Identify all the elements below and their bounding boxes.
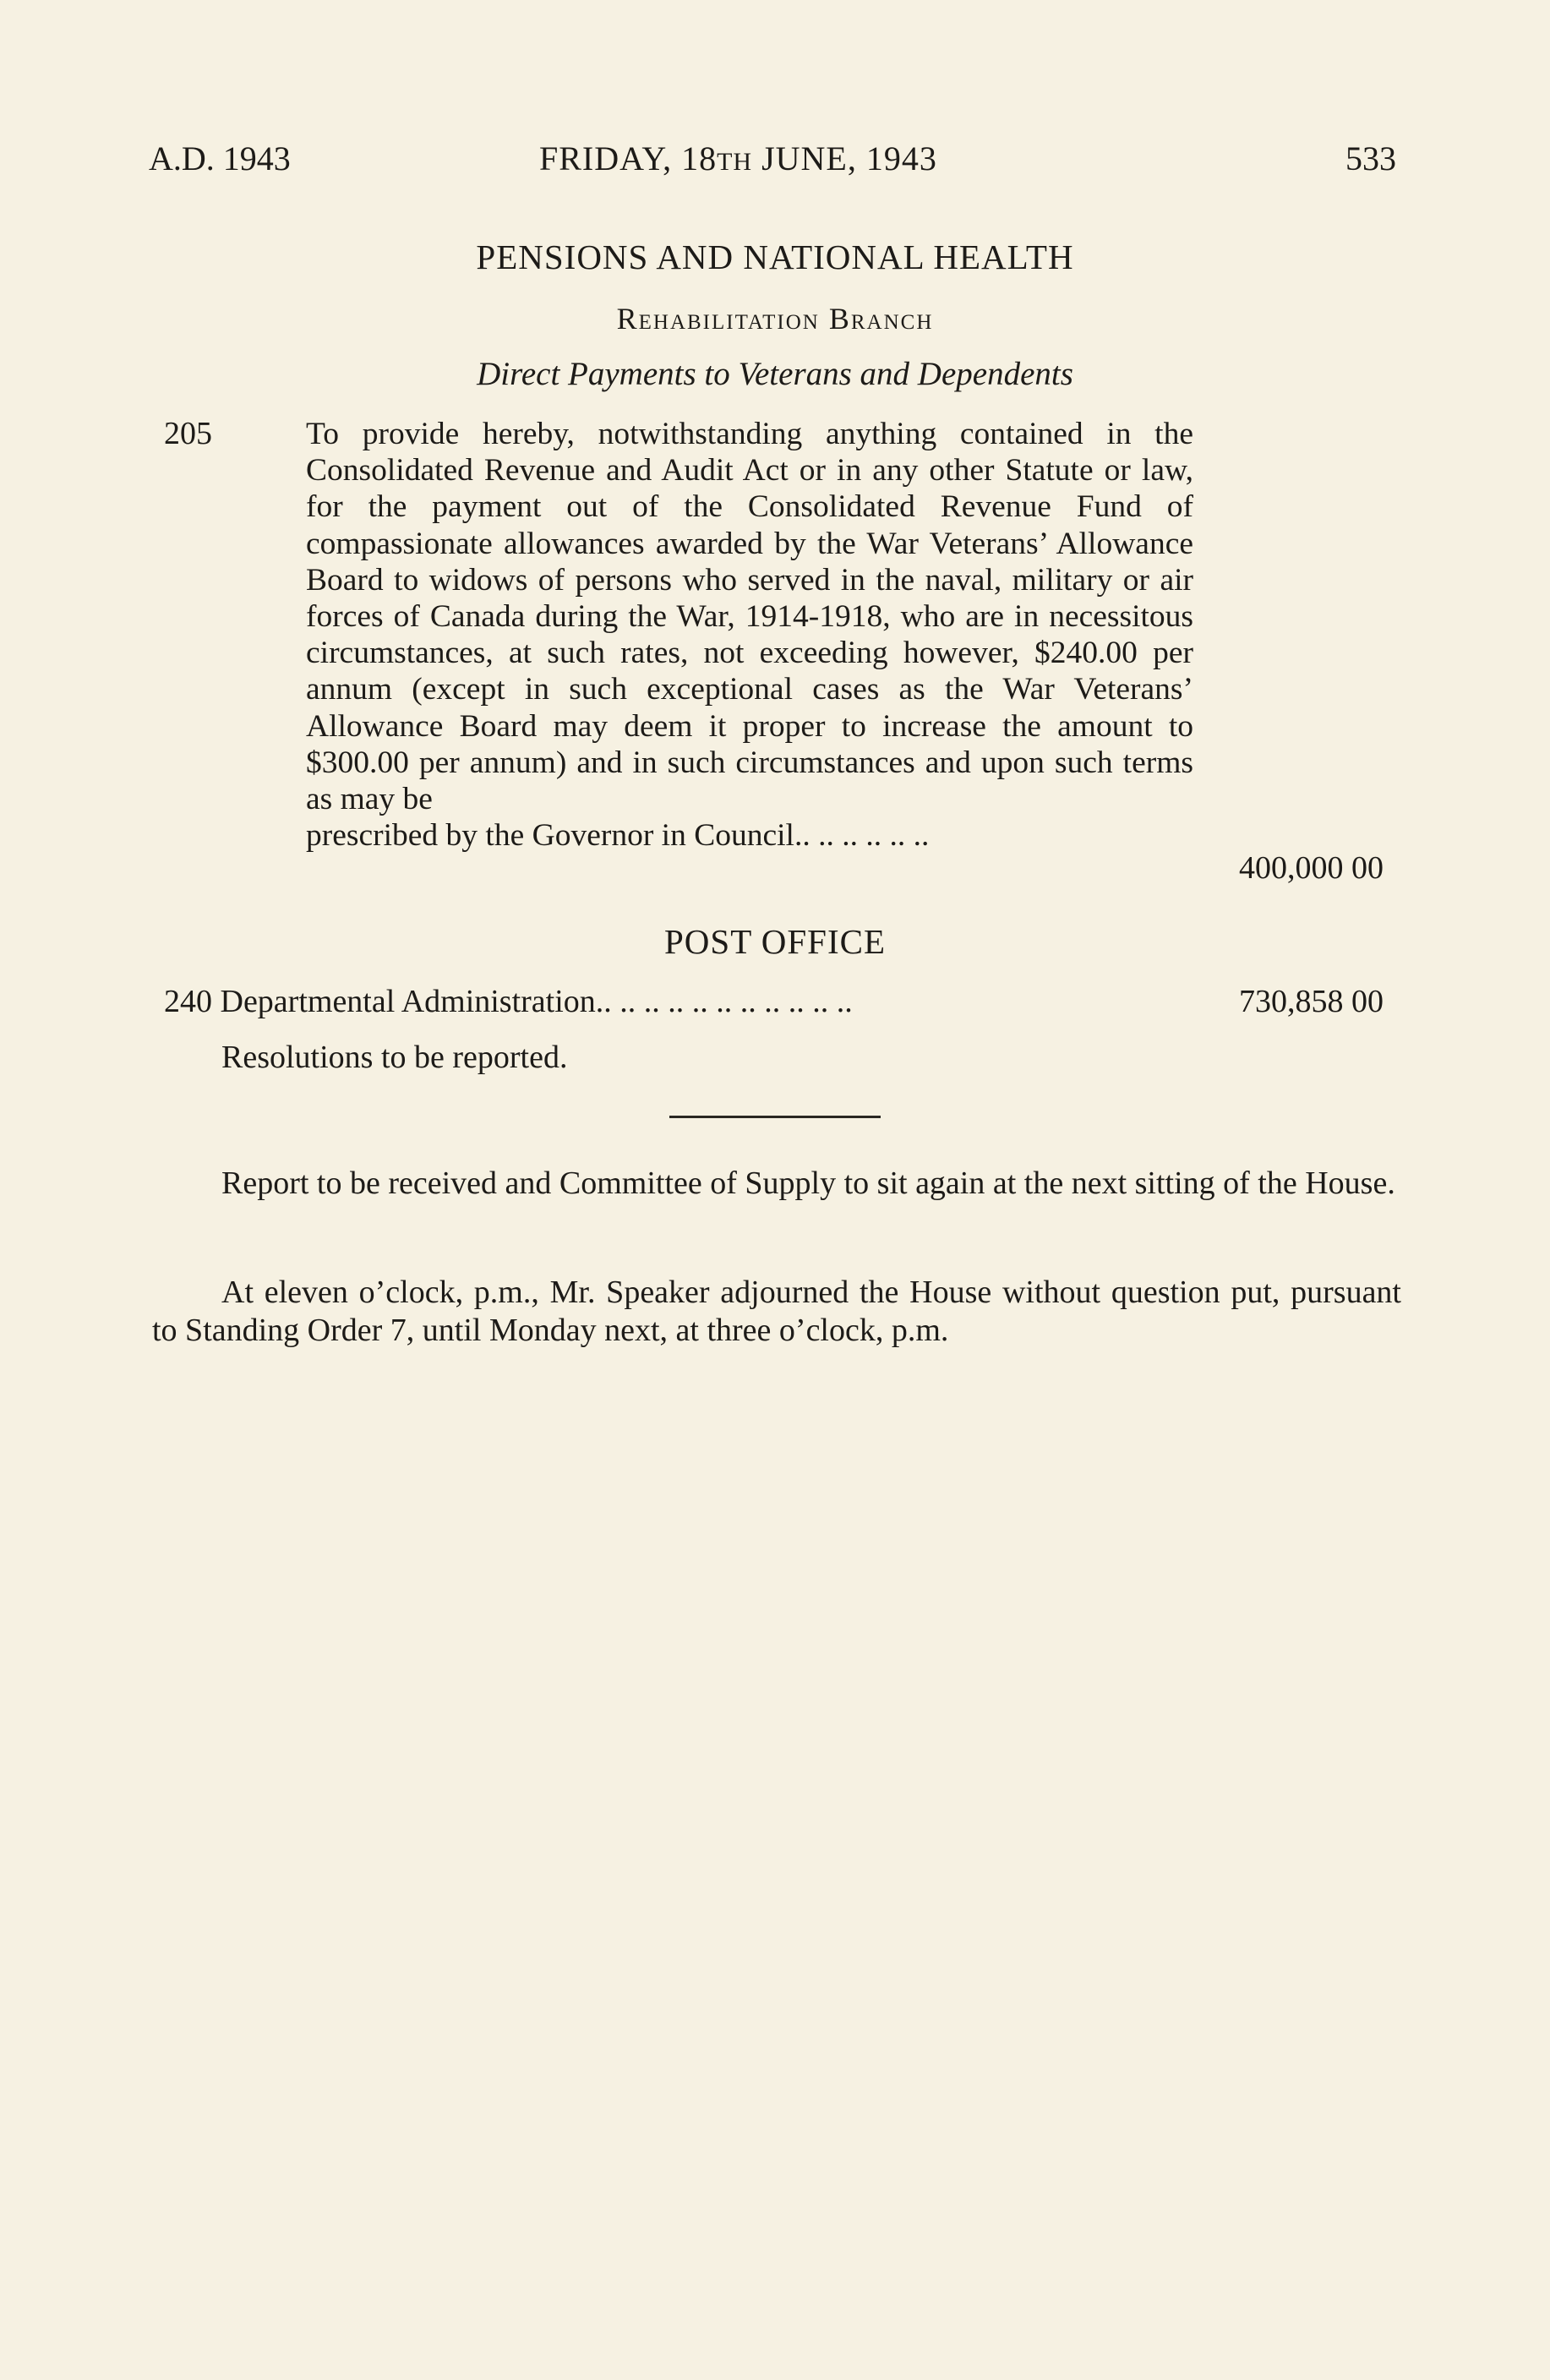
department-heading-post-office: POST OFFICE <box>663 922 887 961</box>
item-205-text <box>306 416 1193 854</box>
report-paragraph: Report to be received and Committee of Supply to sit again at the next sitting of the House. <box>221 1165 1395 1201</box>
header-year: A.D. 1943 <box>149 139 291 177</box>
header-date-ordinal: TH <box>717 148 753 176</box>
item-205-body: To provide hereby, notwithstanding anything contained in the Consolidated Revenue and Audit Act or in any other Statute or law, for the payment out of the Consolidated Revenue Fund of compassionate allowances awarded by the War Veterans’ Allowance Board to widows of persons who served in the naval, military or air forces of Canada during the War, 1914-1918, who are in necessitous circumstances, at such rates, not exceeding however, $240.00 per annum (except in such exceptional cases as the War Veterans’ Allowance Board may deem it proper to increase the amount to $300.00 per annum) and in such circumstances and upon such terms as may be <box>306 417 1193 817</box>
resolutions-note: Resolutions to be reported. <box>221 1040 568 1075</box>
header-date-post: JUNE, 1943 <box>752 139 937 177</box>
item-205-last-line: prescribed by the Governor in Council.. .. .. .. .. .. <box>306 818 930 854</box>
header-date-pre: FRIDAY, 18 <box>539 139 718 177</box>
page-number: 533 <box>1345 139 1396 177</box>
branch-heading: Rehabilitation Branch <box>616 302 934 336</box>
header-date <box>539 139 937 177</box>
item-number-205: 205 <box>164 416 212 451</box>
divider-rule <box>669 1116 881 1118</box>
item-205-amount: 400,000 00 <box>1239 850 1384 886</box>
subheading: Direct Payments to Veterans and Dependents <box>477 356 1073 392</box>
department-heading-pensions: PENSIONS AND NATIONAL HEALTH <box>476 237 1074 276</box>
item-240-line: 240 Departmental Administration.. .. .. .. .. .. .. .. .. .. .. <box>164 984 853 1019</box>
adjournment-paragraph: At eleven o’clock, p.m., Mr. Speaker adjourned the House without question put, pursuant to Standing Order 7, until Monday next, at three o’clock, p.m. <box>152 1275 1401 1348</box>
item-240-amount: 730,858 00 <box>1239 984 1384 1019</box>
